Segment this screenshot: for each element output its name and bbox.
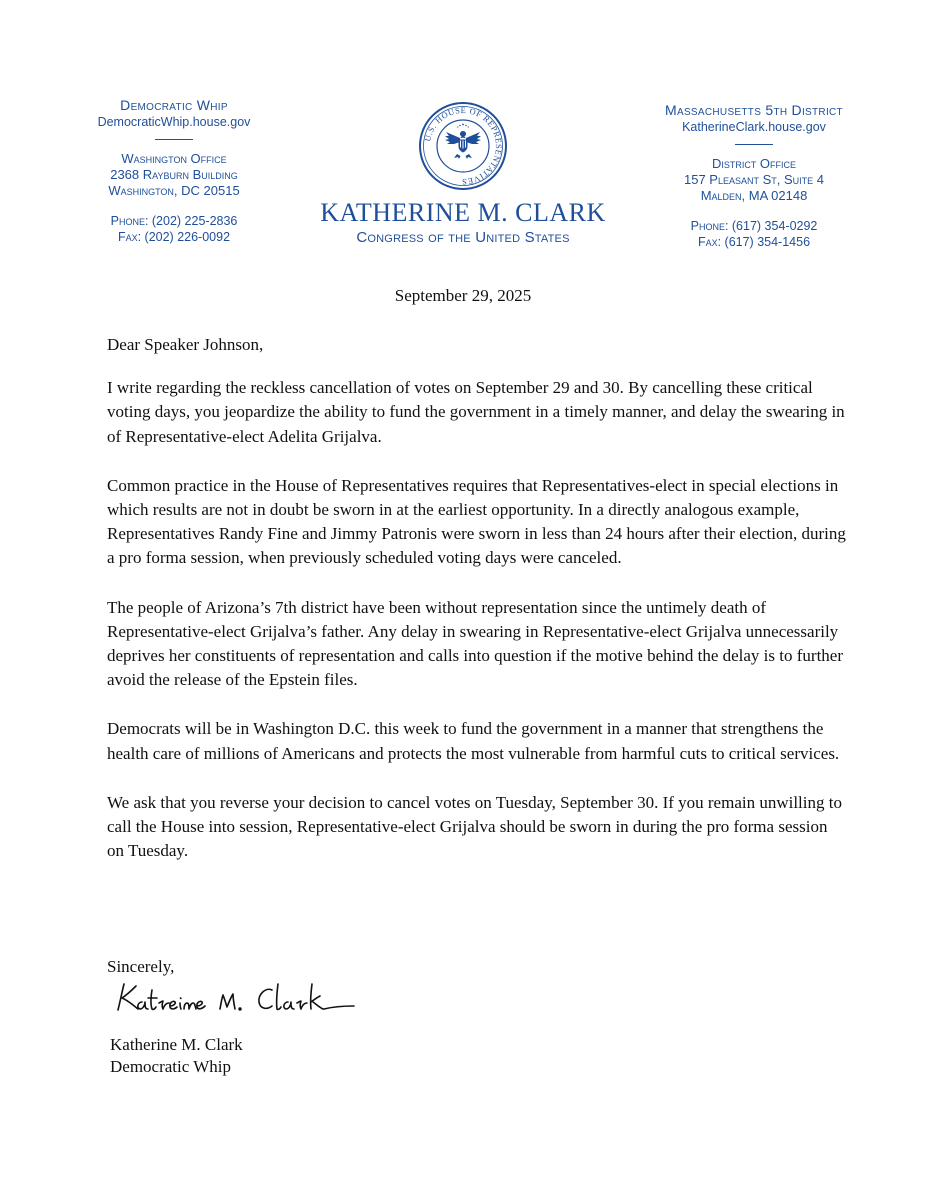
washington-address-line-2: Washington, DC 20515 xyxy=(108,183,240,198)
body-paragraph-4: Democrats will be in Washington D.C. this week to fund the government in a manner that strengthens the health care of millions of Americans and protects the most vulnerable from harmful cuts to critical services. xyxy=(107,719,840,763)
whip-title: Democratic Whip xyxy=(120,97,228,113)
washington-address-line-1: 2368 Rayburn Building xyxy=(110,167,238,182)
district-office-title: District Office xyxy=(711,156,797,171)
closing: Sincerely, xyxy=(107,957,175,976)
letter-body xyxy=(107,333,847,888)
handwritten-signature xyxy=(112,976,392,1018)
signer-name: Katherine M. Clark xyxy=(110,1035,243,1054)
house-seal-icon xyxy=(418,101,508,191)
whip-website: DemocraticWhip.house.gov xyxy=(97,115,251,129)
district-website: KatherineClark.house.gov xyxy=(682,120,826,134)
district-title: Massachusetts 5th District xyxy=(665,102,843,118)
body-paragraph-2: Common practice in the House of Representatives requires that Representatives-elect in special elections in which results are not in doubt be sworn in at the earliest opportunity. In a directly analogous example, Representatives Randy Fine and Jimmy Patronis were sworn in less than 24 hours after their election, during a pro forma session, when previously scheduled voting days were canceled. xyxy=(107,475,846,568)
divider xyxy=(735,144,773,145)
body-paragraph-3: The people of Arizona’s 7th district have been without representation since the untimely death of Representative-elect Grijalva’s father. Any delay in swearing in Representative-elect Grijalva unnecessarily deprives her constituents of representation and calls into question if the motive behind the delay is to further avoid the release of the Epstein files. xyxy=(107,597,843,690)
representative-name: KATHERINE M. CLARK xyxy=(320,198,606,227)
district-address-line-1: 157 Pleasant St, Suite 4 xyxy=(683,172,824,187)
washington-office-title: Washington Office xyxy=(121,151,227,166)
washington-phone: Phone: (202) 225-2836 xyxy=(110,214,238,228)
letter-date: September 29, 2025 xyxy=(394,286,532,305)
washington-fax: Fax: (202) 226-0092 xyxy=(117,230,231,244)
district-fax: Fax: (617) 354-1456 xyxy=(697,235,811,249)
signer-block xyxy=(110,1034,243,1078)
body-paragraph-5: We ask that you reverse your decision to cancel votes on Tuesday, September 30. If you remain unwilling to call the House into session, Representative-elect Grijalva should be sworn in during the pro forma session on Tuesday. xyxy=(107,792,842,861)
district-phone: Phone: (617) 354-0292 xyxy=(690,219,818,233)
svg-text:U.S. HOUSE OF REPRESENTATIVES: U.S. HOUSE OF REPRESENTATIVES xyxy=(423,105,504,187)
divider xyxy=(155,139,193,140)
letterhead-right xyxy=(620,102,888,250)
signer-title: Democratic Whip xyxy=(110,1057,232,1076)
letterhead-left xyxy=(40,97,308,245)
salutation: Dear Speaker Johnson, xyxy=(107,335,264,354)
district-address-line-2: Malden, MA 02148 xyxy=(700,188,808,203)
body-paragraph-1: I write regarding the reckless cancellation of votes on September 29 and 30. By cancelling these critical voting days, you jeopardize the ability to fund the government in a timely manner, and delay the swearing in of Representative-elect Adelita Grijalva. xyxy=(107,378,845,446)
congress-subtitle: Congress of the United States xyxy=(356,229,570,246)
